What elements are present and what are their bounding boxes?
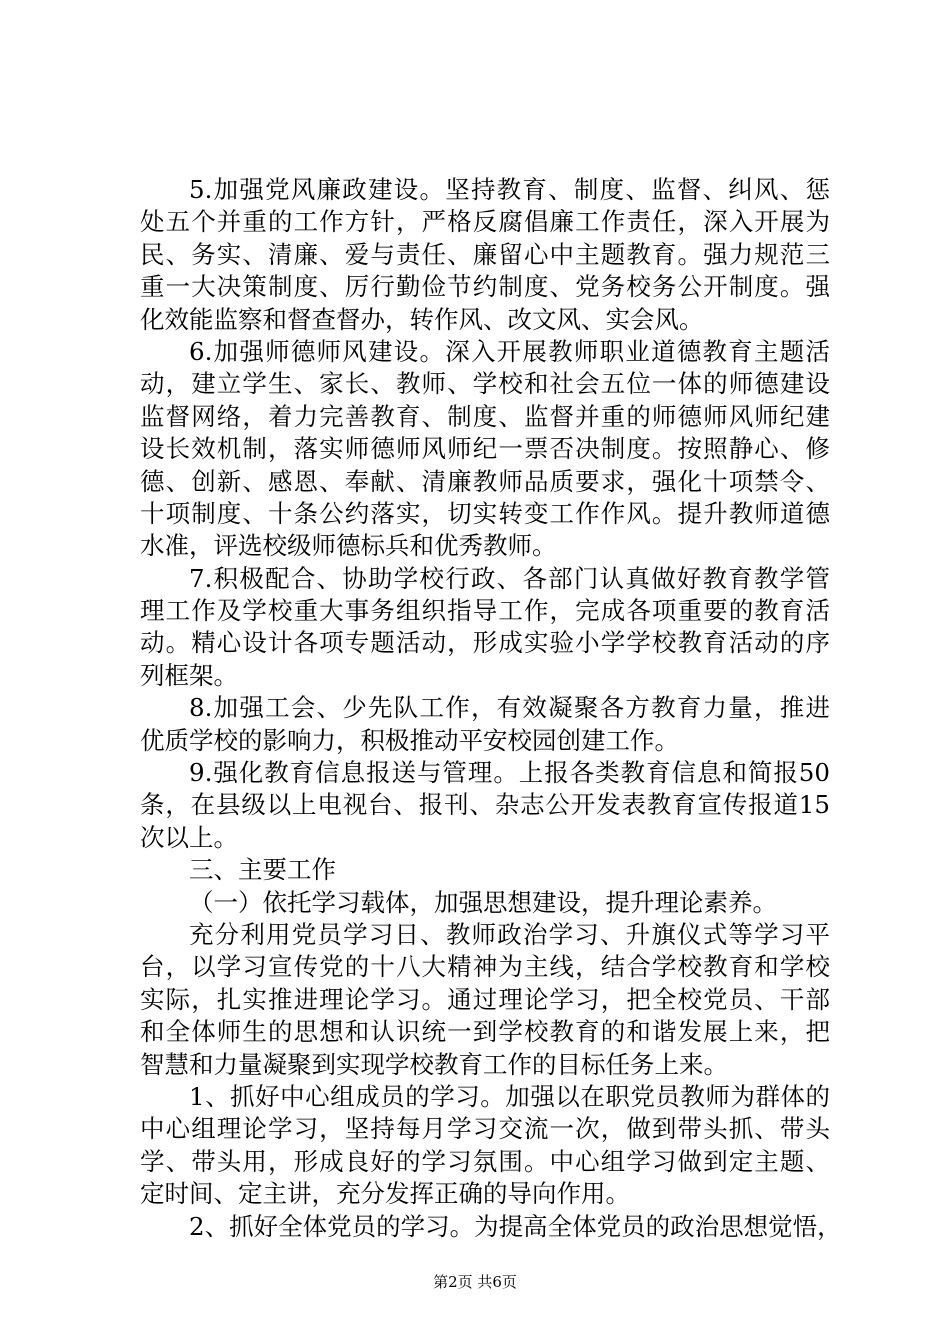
text-line: （一）依托学习载体，加强思想建设，提升理论素养。 [189, 887, 777, 917]
text-line: 水准，评选校级师德标兵和优秀教师。 [140, 531, 557, 561]
text-line: 和全体师生的思想和认识统一到学校教育的和谐发展上来，把 [140, 1017, 830, 1047]
text-line: 优质学校的影响力，积极推动平安校园创建工作。 [140, 725, 679, 755]
text-line: 9.强化教育信息报送与管理。上报各类教育信息和简报50 [189, 758, 830, 788]
text-line: 列框架。 [140, 660, 238, 690]
text-line: 民、务实、清廉、爱与责任、廉留心中主题教育。强力规范三 [140, 239, 830, 269]
text-line: 中心组理论学习，坚持每月学习交流一次，做到带头抓、带头 [140, 1114, 830, 1144]
text-line: 德、创新、感恩、奉献、清廉教师品质要求，强化十项禁令、 [140, 466, 830, 496]
page-footer: 第2页 共6页 [433, 1273, 517, 1291]
text-line: 监督网络，着力完善教育、制度、监督并重的师德师风师纪建 [140, 401, 830, 431]
text-line: 6.加强师德师风建设。深入开展教师职业道德教育主题活 [189, 336, 830, 366]
text-line: 次以上。 [140, 822, 238, 852]
text-line: 5.加强党风廉政建设。坚持教育、制度、监督、纠风、惩 [189, 175, 830, 204]
text-line: 实际，扎实推进理论学习。通过理论学习，把全校党员、干部 [140, 984, 830, 1014]
text-line: 三、主要工作 [189, 855, 336, 885]
text-line: 化效能监察和督查督办，转作风、改文风、实会风。 [140, 304, 704, 334]
text-line: 设长效机制，落实师德师风师纪一票否决制度。按照静心、修 [140, 434, 830, 464]
text-line: 条，在县级以上电视台、报刊、杂志公开发表教育宣传报道15 [140, 790, 830, 820]
text-line: 智慧和力量凝聚到实现学校教育工作的目标任务上来。 [140, 1049, 728, 1079]
text-line: 定时间、定主讲，充分发挥正确的导向作用。 [140, 1179, 630, 1209]
text-line: 理工作及学校重大事务组织指导工作，完成各项重要的教育活 [140, 596, 830, 626]
text-line: 动。精心设计各项专题活动，形成实验小学学校教育活动的序 [140, 628, 830, 658]
text-line: 7.积极配合、协助学校行政、各部门认真做好教育教学管 [189, 563, 830, 593]
document-body [140, 174, 842, 1243]
text-line: 重一大决策制度、厉行勤俭节约制度、党务校务公开制度。强 [140, 272, 830, 302]
text-line: 动，建立学生、家长、教师、学校和社会五位一体的师德建设 [140, 369, 830, 399]
text-line: 台，以学习宣传党的十八大精神为主线，结合学校教育和学校 [140, 952, 830, 982]
text-line: 8.加强工会、少先队工作，有效凝聚各方教育力量，推进 [189, 693, 830, 723]
text-line: 1、抓好中心组成员的学习。加强以在职党员教师为群体的 [189, 1081, 830, 1111]
text-line: 充分利用党员学习日、教师政治学习、升旗仪式等学习平 [189, 919, 830, 949]
text-line: 十项制度、十条公约落实，切实转变工作作风。提升教师道德 [140, 498, 830, 528]
text-line: 学、带头用，形成良好的学习氛围。中心组学习做到定主题、 [140, 1146, 830, 1176]
text-line: 2、抓好全体党员的学习。为提高全体党员的政治思想觉悟， [189, 1211, 842, 1241]
text-line: 处五个并重的工作方针，严格反腐倡廉工作责任，深入开展为 [140, 207, 830, 237]
